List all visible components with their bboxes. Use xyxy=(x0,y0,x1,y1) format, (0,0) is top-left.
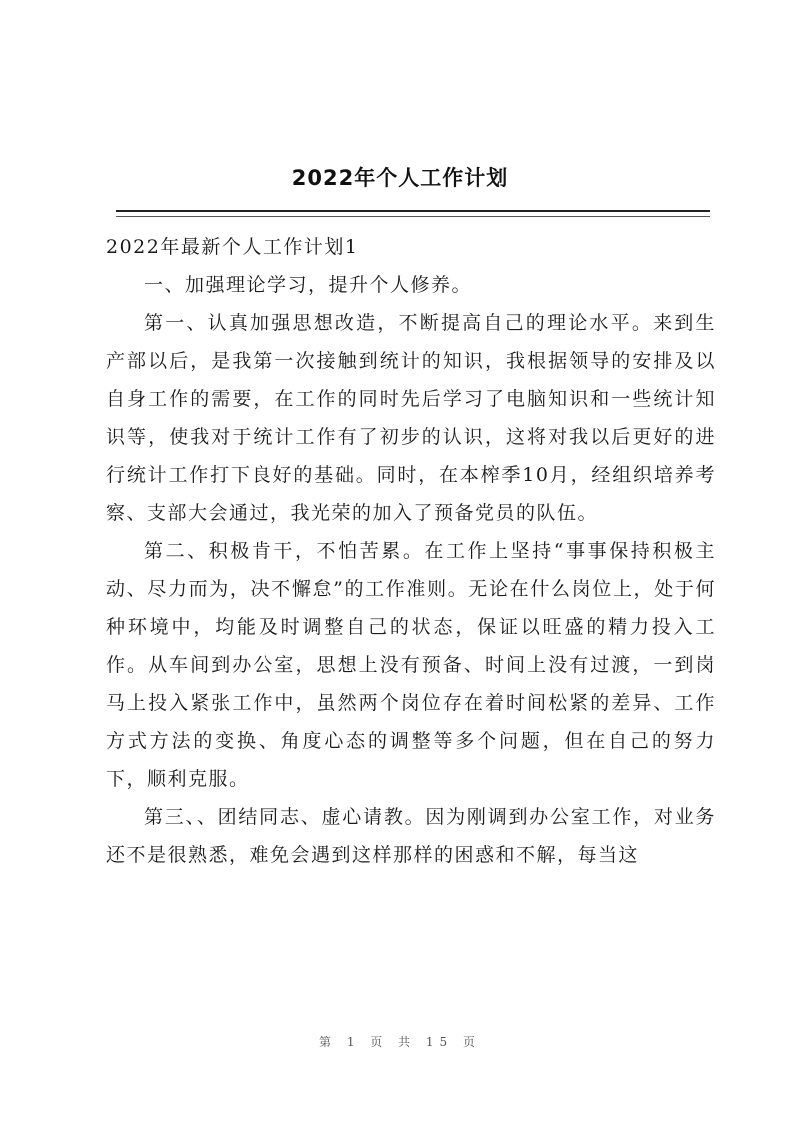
paragraph: 一、加强理论学习，提升个人修养。 xyxy=(144,274,473,296)
title-divider-thin xyxy=(116,216,710,217)
page-footer: 第 1 页 共 15 页 xyxy=(319,1035,481,1049)
document-title: 2022年个人工作计划 xyxy=(291,166,509,190)
section-heading: 2022年最新个人工作计划1 xyxy=(106,236,359,258)
paragraph: 第一、认真加强思想改造，不断提高自己的理论水平。来到生产部以后，是我第一次接触到统计的知识，我根据领导的安排及以自身工作的需要，在工作的同时先后学习了电脑知识和一些统计知识等，使我对于统计工作有了初步的认识，这将对我以后更好的进行统计工作打下良好的基础。同时，在本榨季10月，经组织培养考察、支部大会通过，我光荣的加入了预备党员的队伍。 xyxy=(106,312,716,524)
paragraph: 第三、、团结同志、虚心请教。因为刚调到办公室工作，对业务还不是很熟悉，难免会遇到这样那样的困惑和不解，每当这 xyxy=(106,806,716,866)
paragraph: 第二、积极肯干，不怕苦累。在工作上坚持“事事保持积极主动、尽力而为，决不懈怠”的工作准则。无论在什么岗位上，处于何种环境中，均能及时调整自己的状态，保证以旺盛的精力投入工作。从车间到办公室，思想上没有预备、时间上没有过渡，一到岗马上投入紧张工作中，虽然两个岗位存在着时间松紧的差异、工作方式方法的变换、角度心态的调整等多个问题，但在自己的努力下，顺利克服。 xyxy=(106,540,716,790)
title-divider xyxy=(116,210,710,212)
document-body xyxy=(106,228,716,874)
